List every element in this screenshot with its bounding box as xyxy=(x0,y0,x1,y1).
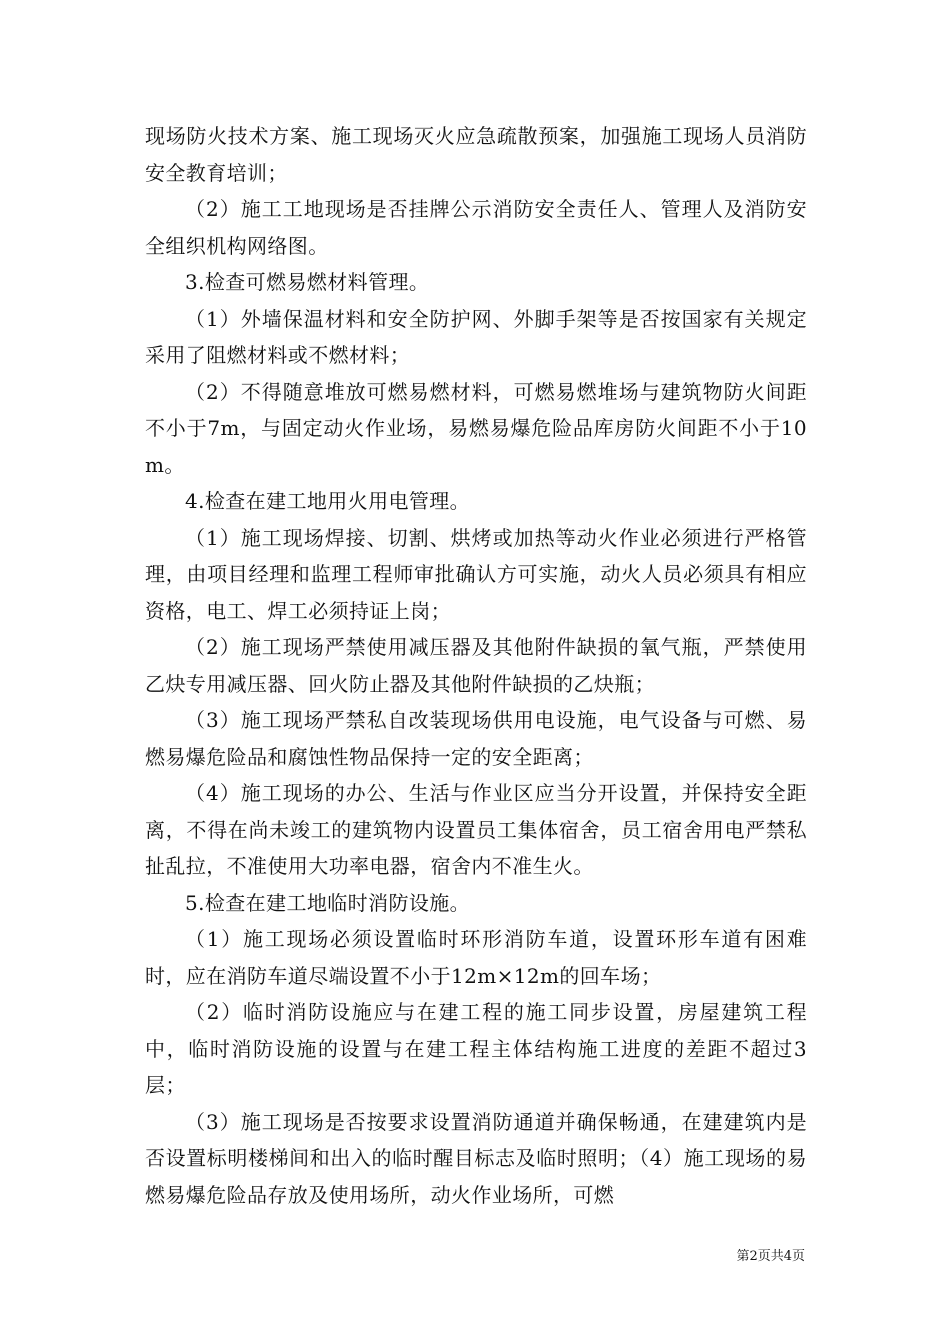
body-paragraph: 3.检查可燃易燃材料管理。 xyxy=(185,270,430,294)
body-paragraph: （2）施工现场严禁使用减压器及其他附件缺损的氧气瓶，严禁使用乙炔专用减压器、回火防止器及其他附件缺损的乙炔瓶； xyxy=(145,635,807,696)
body-paragraph: （2）施工工地现场是否挂牌公示消防安全责任人、管理人及消防安全组织机构网络图。 xyxy=(145,197,807,258)
page-number-footer: 第2页共4页 xyxy=(736,1249,805,1264)
body-paragraph: （4）施工现场的办公、生活与作业区应当分开设置，并保持安全距离，不得在尚未竣工的建筑物内设置员工集体宿舍，员工宿舍用电严禁私扯乱拉，不准使用大功率电器，宿舍内不准生火。 xyxy=(145,781,807,878)
body-paragraph: （1）外墙保温材料和安全防护网、外脚手架等是否按国家有关规定采用了阻燃材料或不燃材料； xyxy=(145,306,807,367)
body-paragraph: （3）施工现场严禁私自改装现场供用电设施，电气设备与可燃、易燃易爆危险品和腐蚀性物品保持一定的安全距离； xyxy=(145,708,807,769)
body-paragraph: （2）不得随意堆放可燃易燃材料，可燃易燃堆场与建筑物防火间距不小于7m，与固定动火作业场，易燃易爆危险品库房防火间距不小于10m。 xyxy=(145,379,807,477)
document-body xyxy=(145,118,807,1213)
body-paragraph: （3）施工现场是否按要求设置消防通道并确保畅通，在建建筑内是否设置标明楼梯间和出入的临时醒目标志及临时照明；（4）施工现场的易燃易爆危险品存放及使用场所，动火作业场所，可燃 xyxy=(145,1109,807,1207)
body-paragraph: 5.检查在建工地临时消防设施。 xyxy=(185,890,471,915)
body-paragraph: 4.检查在建工地用火用电管理。 xyxy=(185,489,471,513)
body-paragraph: （2）临时消防设施应与在建工程的施工同步设置，房屋建筑工程中，临时消防设施的设置与在建工程主体结构施工进度的差距不超过3层； xyxy=(145,1000,807,1097)
body-paragraph: （1）施工现场必须设置临时环形消防车道，设置环形车道有困难时，应在消防车道尽端设置不小于12m×12m的回车场； xyxy=(145,927,807,988)
body-paragraph: （1）施工现场焊接、切割、烘烤或加热等动火作业必须进行严格管理，由项目经理和监理工程师审批确认方可实施，动火人员必须具有相应资格，电工、焊工必须持证上岗； xyxy=(145,525,807,623)
body-paragraph: 现场防火技术方案、施工现场灭火应急疏散预案，加强施工现场人员消防安全教育培训； xyxy=(145,124,807,185)
